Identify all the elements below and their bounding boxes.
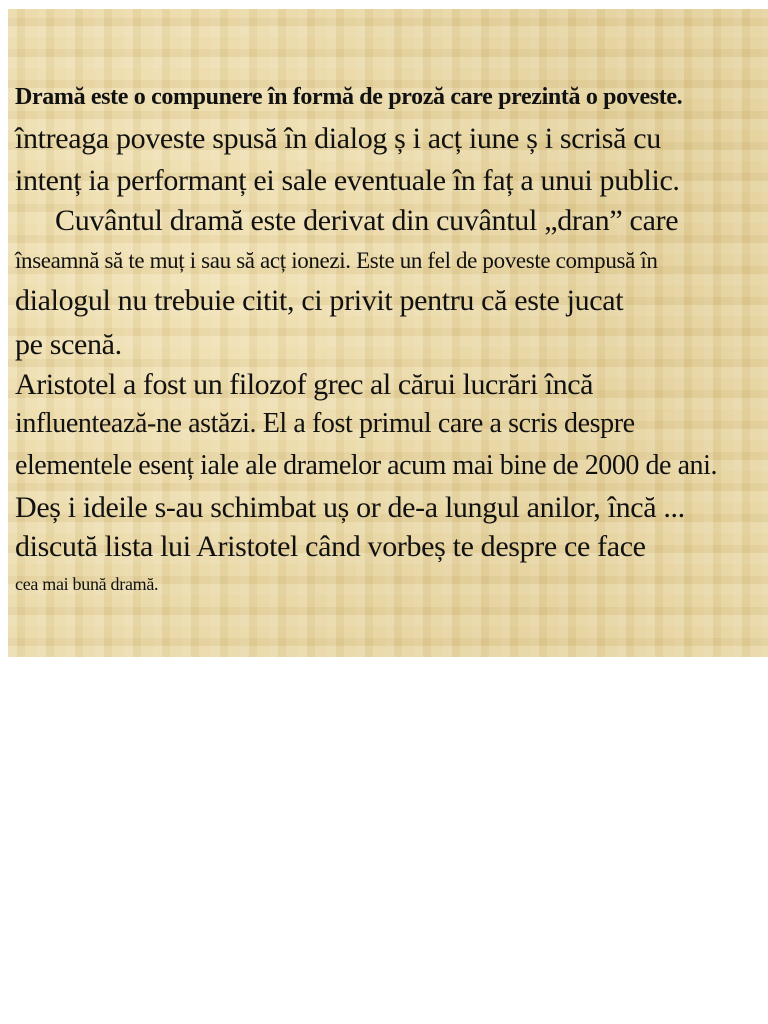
text-line: pe scenă.	[15, 328, 122, 361]
text-line: întreaga poveste spusă în dialog ș i acț iune ș i scrisă cu	[15, 122, 661, 155]
title-line: Dramă este o compunere în formă de proză care prezintă o poveste.	[15, 84, 683, 110]
text-line: discută lista lui Aristotel când vorbeș te despre ce face	[15, 530, 646, 563]
text-line: elementele esenț iale ale dramelor acum mai bine de 2000 de ani.	[15, 450, 717, 481]
text-line: cea mai bună dramă.	[15, 574, 159, 594]
text-line: Deș i ideile s-au schimbat uș or de-a lungul anilor, încă ...	[15, 491, 685, 524]
slide-panel	[8, 9, 768, 657]
text-line: influentează-ne astăzi. El a fost primul care a scris despre	[15, 408, 635, 439]
text-line: Aristotel a fost un filozof grec al cărui lucrări încă	[15, 368, 593, 401]
text-line: dialogul nu trebuie citit, ci privit pentru că este jucat	[15, 284, 624, 317]
text-line: înseamnă să te muț i sau să acț ionezi. Este un fel de poveste compusă în	[15, 248, 658, 273]
text-line: intenț ia performanț ei sale eventuale în faț a unui public.	[15, 164, 680, 197]
text-line: Cuvântul dramă este derivat din cuvântul „dran” care	[55, 204, 679, 237]
